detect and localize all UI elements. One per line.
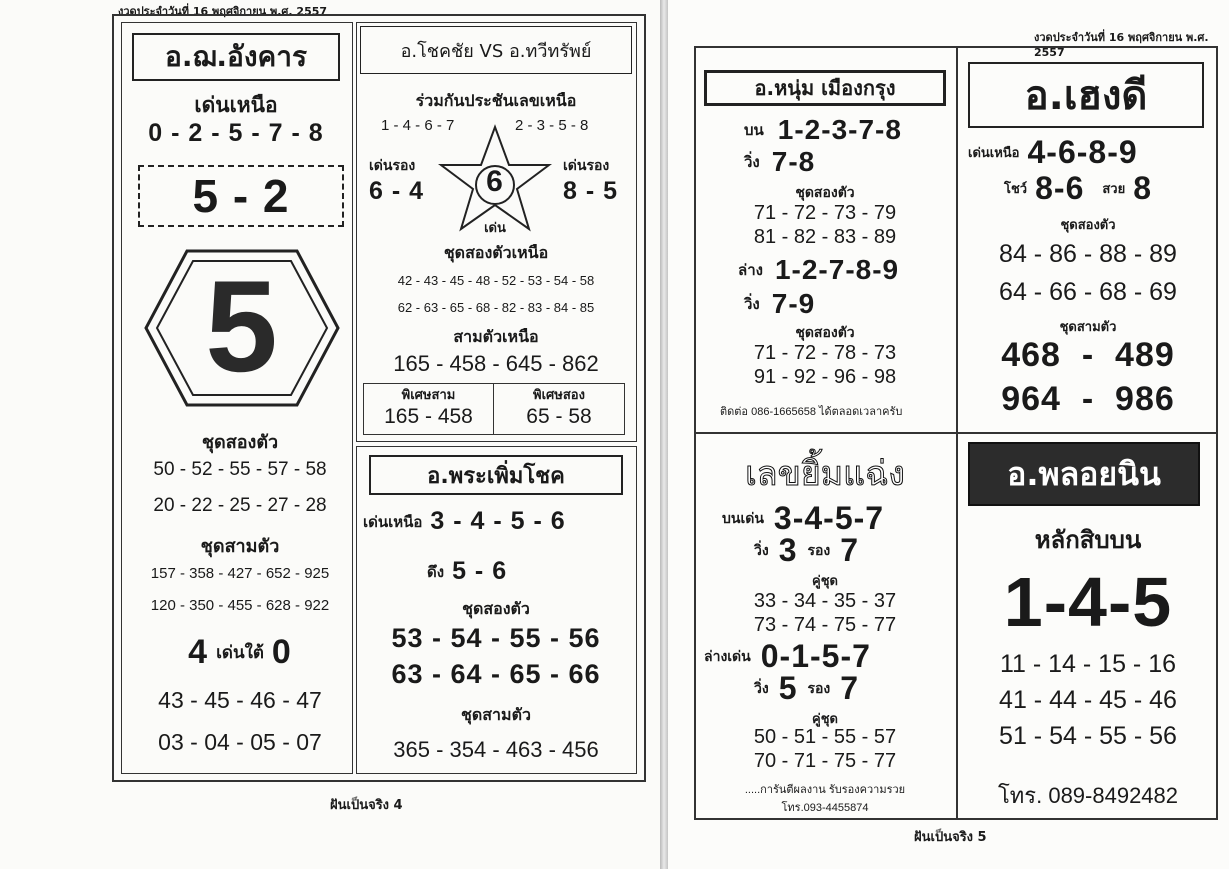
panel-f-low-pairs-label: คู่ชุด <box>812 712 838 727</box>
panel-g-phone: โทร. 089-8492482 <box>997 783 1179 808</box>
left-page-footer: ฝันเป็นจริง 4 <box>330 798 403 813</box>
panel-d-pairs-label: ชุดสองตัว <box>795 185 855 201</box>
book-gutter <box>660 0 668 869</box>
panel-b-sub-right: 8 - 5 <box>563 177 619 205</box>
left-page-header: งวดประจำวันที่ 16 พฤศจิกายน พ.ศ. 2557 <box>118 5 328 18</box>
panel-f-run-top: 3 <box>778 532 798 568</box>
panel-f-second-low-label: รอง <box>807 680 831 697</box>
panel-b-title: อ.โชคชัย VS อ.ทวีทรัพย์ <box>400 40 592 62</box>
right-page-footer: ฝันเป็นจริง 5 <box>914 830 987 845</box>
panel-g-title: อ.พลอยนิน <box>1007 454 1161 493</box>
panel-d-top-row1: 71 - 72 - 73 - 79 <box>753 202 897 224</box>
panel-b-star-digit: 6 <box>486 165 504 198</box>
panel-e-lead-line <box>968 134 1138 171</box>
panel-g-subtitle: หลักสิบบน <box>1034 526 1142 554</box>
panel-a-low-left: 4 <box>188 633 209 671</box>
panel-e-show-digits: 8-6 <box>1035 170 1085 206</box>
panel-f-run-label: วิ่ง <box>754 542 769 559</box>
panel-f-top-row2: 73 - 74 - 75 - 77 <box>753 614 897 636</box>
panel-e-two-row2: 64 - 66 - 68 - 69 <box>999 278 1177 306</box>
panel-b-sub-left-label: เด่นรอง <box>369 158 416 174</box>
panel-b-subtitle: ร่วมกันประชันเลขเหนือ <box>415 91 577 110</box>
panel-e-two-label: ชุดสองตัว <box>1060 218 1116 233</box>
panel-a-three-row2: 120 - 350 - 455 - 628 - 922 <box>150 597 330 614</box>
panel-d-run-low-line <box>744 288 815 320</box>
panel-f-top-row1: 33 - 34 - 35 - 37 <box>753 590 897 612</box>
panel-b-sub-left: 6 - 4 <box>369 177 425 205</box>
panel-b-special-table <box>363 383 625 435</box>
panel-b-special3-cell <box>364 384 494 434</box>
panel-d-top-line <box>744 114 902 146</box>
panel-a-pair-digits: 5 - 2 <box>192 170 290 222</box>
panel-d-title: อ.หนุ่ม เมืองกรุง <box>754 76 896 100</box>
panel-b-star-label: เด่น <box>484 221 506 236</box>
panel-d-run-low-label: วิ่ง <box>744 295 760 313</box>
panel-d-title-box <box>704 70 946 106</box>
panel-c-two-row2: 63 - 64 - 65 - 66 <box>391 659 601 689</box>
panel-b-special2-cell <box>494 384 624 434</box>
panel-c-lead-line <box>363 507 566 536</box>
panel-a-two-row1: 50 - 52 - 55 - 57 - 58 <box>153 459 327 480</box>
panel-b-two-row2: 62 - 63 - 65 - 68 - 82 - 83 - 84 - 85 <box>397 300 595 315</box>
panel-b <box>356 22 637 442</box>
panel-d-low-row1: 71 - 72 - 78 - 73 <box>753 342 897 364</box>
panel-e-three-label: ชุดสามตัว <box>1059 320 1117 335</box>
panel-f-low-digits: 0-1-5-7 <box>760 638 871 674</box>
panel-e-lead-label: เด่นเหนือ <box>968 146 1020 161</box>
panel-a-lead-digits: 0 - 2 - 5 - 7 - 8 <box>148 119 324 147</box>
panel-g-title-box <box>968 442 1200 506</box>
panel-d-low-row2: 91 - 92 - 96 - 98 <box>753 366 897 388</box>
panel-b-set-right: 2 - 3 - 5 - 8 <box>515 117 589 134</box>
panel-a-low-line <box>122 633 358 672</box>
panel-e-pretty-digit: 8 <box>1133 170 1153 206</box>
panel-b-title-box <box>360 26 632 74</box>
panel-a-three-label: ชุดสามตัว <box>200 536 280 557</box>
right-page <box>668 0 1229 869</box>
panel-d-run-top: 7-8 <box>771 146 816 177</box>
panel-f-low-label: ล่างเด่น <box>704 648 751 665</box>
panel-f-top-label: บนเด่น <box>722 510 764 527</box>
panel-a-title: อ.ฌ.อังคาร <box>165 40 307 73</box>
panel-b-three-label: สามตัวเหนือ <box>453 327 539 346</box>
panel-c-three-row: 365 - 354 - 463 - 456 <box>393 737 599 762</box>
panel-e-show-label: โชว์ <box>1004 182 1028 197</box>
right-row-divider <box>696 432 1216 434</box>
panel-d-run-label: วิ่ง <box>744 153 760 171</box>
panel-f-low-row2: 70 - 71 - 75 - 77 <box>753 750 897 772</box>
panel-g-row2: 41 - 44 - 45 - 46 <box>999 686 1177 714</box>
panel-f-pairs-label: คู่ชุด <box>812 574 838 589</box>
panel-a-low-label: เด่นใต้ <box>216 643 264 663</box>
panel-b-special3: 165 - 458 <box>384 405 473 428</box>
panel-b-sub-right-label: เด่นรอง <box>563 158 610 174</box>
panel-e-three-row1: 468 - 489 <box>1001 336 1175 374</box>
panel-f-second-low: 7 <box>840 670 860 706</box>
panel-d-run-low: 7-9 <box>771 288 816 319</box>
panel-b-three-row: 165 - 458 - 645 - 862 <box>393 351 599 376</box>
panel-b-special2-label: พิเศษสอง <box>533 388 585 403</box>
panel-d-low-line <box>738 254 899 286</box>
panel-e-show-line <box>1004 170 1152 207</box>
panel-c-two-row1: 53 - 54 - 55 - 56 <box>391 623 601 653</box>
panel-b-set-left: 1 - 4 - 6 - 7 <box>381 117 455 134</box>
panel-b-two-row1: 42 - 43 - 45 - 48 - 52 - 53 - 54 - 58 <box>397 273 595 288</box>
panel-f-run-low-label: วิ่ง <box>754 680 769 697</box>
panel-f-run-low: 5 <box>778 670 798 706</box>
panel-c-title-box <box>369 455 623 495</box>
panel-d-low-pairs-label: ชุดสองตัว <box>795 325 855 341</box>
panel-a-low-row1: 43 - 45 - 46 - 47 <box>158 687 322 713</box>
panel-a-pair-box <box>138 165 344 227</box>
panel-a-lead-label: เด่นเหนือ <box>194 93 278 117</box>
panel-e-three-row2: 964 - 986 <box>1001 380 1175 418</box>
panel-c-pull-label: ดึง <box>427 562 445 581</box>
panel-d-contact: ติดต่อ 086-1665658 ได้ตลอดเวลาครับ <box>720 406 903 418</box>
panel-e-title-box <box>968 62 1204 128</box>
panel-e-title: อ.เฮงดี <box>1024 73 1148 119</box>
panel-g-row3: 51 - 54 - 55 - 56 <box>999 722 1177 750</box>
panel-a-title-box <box>132 33 340 81</box>
panel-a-two-row2: 20 - 22 - 25 - 27 - 28 <box>153 495 327 516</box>
panel-a-low-row2: 03 - 04 - 05 - 07 <box>158 729 322 755</box>
panel-d-low-digits: 1-2-7-8-9 <box>774 254 900 285</box>
panel-f-top-digits: 3-4-5-7 <box>773 500 885 536</box>
panel-c-title: อ.พระเพิ่มโชค <box>427 463 565 489</box>
panel-f-title: เลขยิ้มแฉ่ง <box>745 454 905 494</box>
panel-c-two-label: ชุดสองตัว <box>462 599 530 618</box>
panel-a-three-row1: 157 - 358 - 427 - 652 - 925 <box>150 565 330 582</box>
panel-b-two-label: ชุดสองตัวเหนือ <box>443 243 549 262</box>
panel-d-top-label: บน <box>744 121 764 139</box>
panel-a-two-label: ชุดสองตัว <box>201 432 279 453</box>
panel-a-low-right: 0 <box>271 633 292 671</box>
panel-d-low-label: ล่าง <box>738 261 763 279</box>
panel-c-pull-line <box>427 557 507 586</box>
right-page-header: งวดประจำวันที่ 16 พฤศจิกายน พ.ศ. 2557 <box>1034 31 1209 59</box>
panel-d-top-row2: 81 - 82 - 83 - 89 <box>753 226 897 248</box>
panel-c-three-label: ชุดสามตัว <box>461 705 531 724</box>
panel-g-row1: 11 - 14 - 15 - 16 <box>999 650 1177 678</box>
panel-e-lead-digits: 4-6-8-9 <box>1027 134 1138 170</box>
panel-f-run-low-line <box>754 670 859 707</box>
panel-f-contact1: .....การันตีผลงาน รับรองความรวย <box>744 784 906 796</box>
panel-b-special3-label: พิเศษสาม <box>401 388 456 403</box>
panel-e-two-row1: 84 - 86 - 88 - 89 <box>999 240 1177 268</box>
panel-d-run-top-line <box>744 146 815 178</box>
panel-c-lead-digits: 3 - 4 - 5 - 6 <box>430 507 566 535</box>
panel-a-hex-digit: 5 <box>205 253 279 399</box>
panel-f-second-top: 7 <box>840 532 860 568</box>
panel-f-second-label: รอง <box>807 542 831 559</box>
panel-c-pull-digits: 5 - 6 <box>452 557 508 585</box>
panel-e-pretty-label: สวย <box>1102 182 1126 197</box>
panel-a <box>121 22 353 774</box>
panel-f-run-top-line <box>754 532 859 569</box>
panel-c <box>356 446 637 774</box>
panel-d-top-digits: 1-2-3-7-8 <box>777 114 902 145</box>
panel-f-contact2: โทร.093-4455874 <box>781 802 869 814</box>
panel-b-special2: 65 - 58 <box>526 405 592 428</box>
panel-f-low-row1: 50 - 51 - 55 - 57 <box>753 726 897 748</box>
panel-g-big-digits: 1-4-5 <box>1003 563 1173 641</box>
panel-c-lead-label: เด่นเหนือ <box>363 512 423 531</box>
